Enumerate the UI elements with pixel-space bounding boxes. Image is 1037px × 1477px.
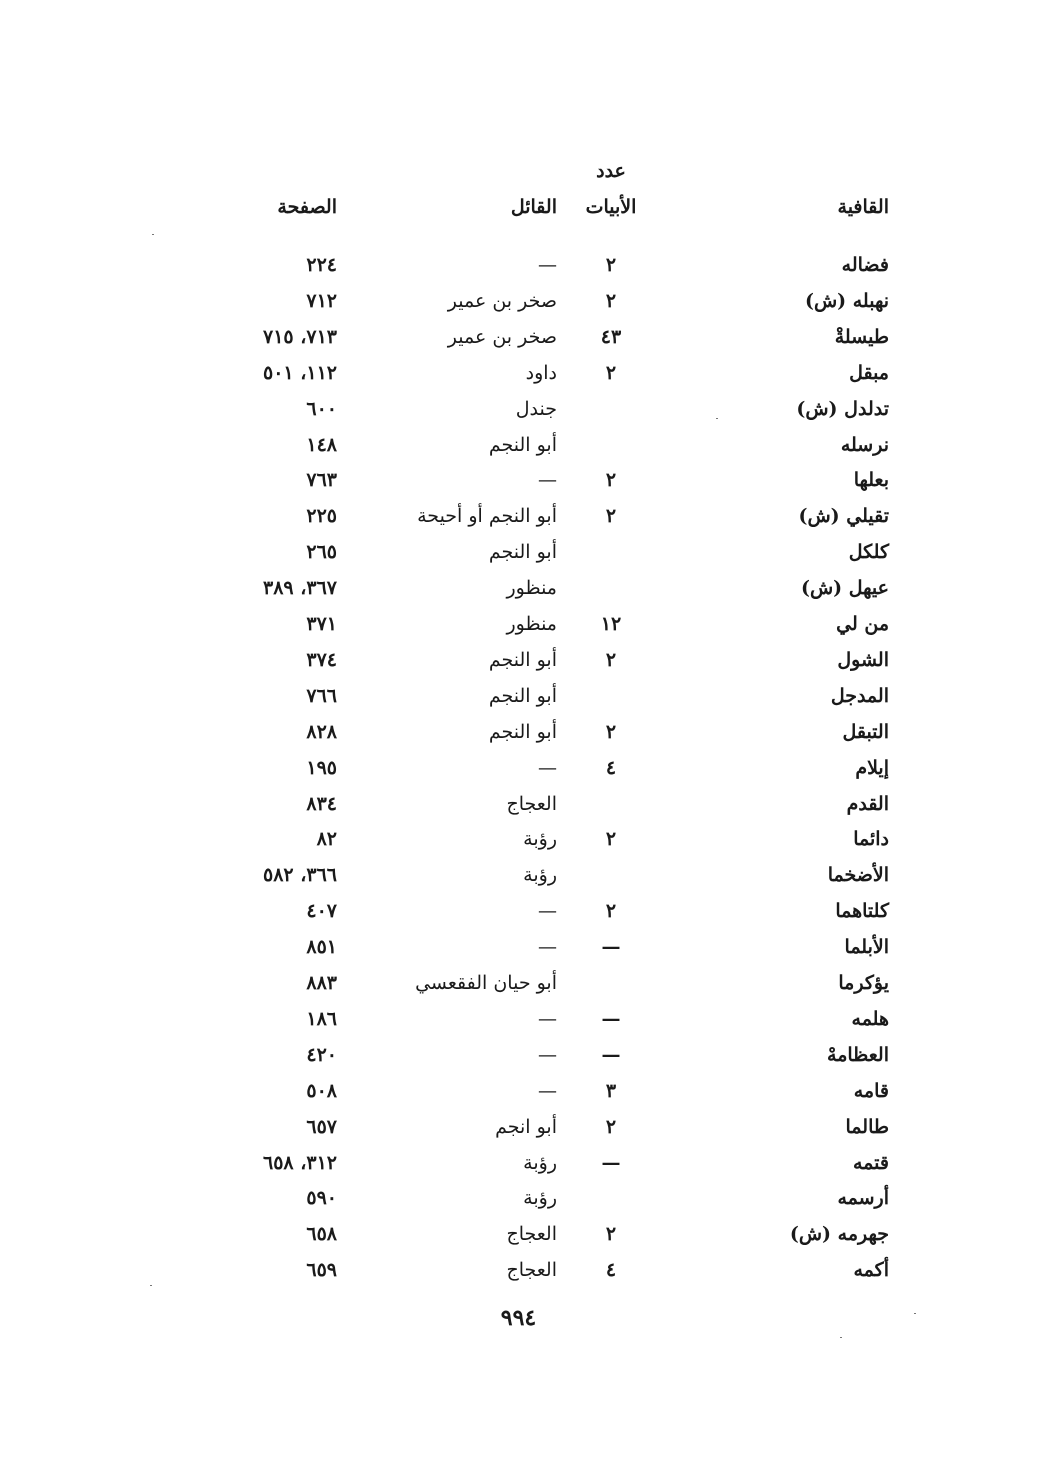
cell-page: ٢٦٥ bbox=[306, 541, 337, 563]
cell-page: ١٨٦ bbox=[306, 1008, 337, 1030]
header-count: الأبيات bbox=[585, 196, 637, 218]
cell-sayer: — bbox=[538, 469, 557, 491]
scan-speck bbox=[840, 1337, 842, 1338]
cell-count: ٢ bbox=[605, 469, 617, 491]
cell-sayer: العجاج bbox=[506, 793, 557, 815]
cell-page: ٦٠٠ bbox=[306, 398, 337, 420]
cell-page: ٨٥١ bbox=[306, 936, 337, 958]
cell-count: — bbox=[601, 1044, 621, 1066]
cell-qafiya: الأضخما bbox=[827, 864, 889, 886]
cell-sayer: منظور bbox=[506, 613, 557, 635]
cell-page: ١١٢، ٥٠١ bbox=[263, 362, 337, 384]
cell-qafiya: إيلام bbox=[855, 757, 889, 779]
cell-sayer: رؤبة bbox=[523, 828, 557, 850]
cell-count: ٢ bbox=[605, 649, 617, 671]
cell-sayer: — bbox=[538, 900, 557, 922]
cell-sayer: صخر بن عمير bbox=[447, 290, 557, 312]
cell-qafiya: كلتاهما bbox=[835, 900, 889, 922]
cell-qafiya: نهبله (ش) bbox=[804, 290, 889, 312]
cell-sayer: أبو النجم bbox=[488, 721, 557, 743]
cell-sayer: — bbox=[538, 757, 557, 779]
cell-qafiya: يؤكرما bbox=[838, 972, 889, 994]
cell-count: ٢ bbox=[605, 721, 617, 743]
cell-count: ٤٣ bbox=[600, 326, 622, 348]
cell-sayer: أبو النجم bbox=[488, 541, 557, 563]
cell-page: ٥٩٠ bbox=[306, 1187, 337, 1209]
cell-page: ٧١٣، ٧١٥ bbox=[263, 326, 337, 348]
cell-qafiya: هلمه bbox=[851, 1008, 889, 1030]
cell-sayer: جندل bbox=[515, 398, 557, 420]
scan-speck bbox=[716, 418, 718, 419]
cell-sayer: — bbox=[538, 1044, 557, 1066]
cell-qafiya: الشول bbox=[837, 649, 889, 671]
cell-page: ٧١٢ bbox=[306, 290, 337, 312]
cell-page: ٨٢ bbox=[316, 828, 337, 850]
cell-page: ٦٥٨ bbox=[306, 1223, 337, 1245]
cell-sayer: منظور bbox=[506, 577, 557, 599]
header-qafiya: القافية bbox=[837, 196, 889, 218]
cell-page: ٧٦٦ bbox=[306, 685, 337, 707]
cell-sayer: — bbox=[538, 1080, 557, 1102]
cell-sayer: أبو النجم bbox=[488, 434, 557, 456]
cell-count: ٢ bbox=[605, 1223, 617, 1245]
cell-qafiya: من لي bbox=[836, 613, 889, 635]
cell-sayer: — bbox=[538, 254, 557, 276]
scan-speck bbox=[152, 234, 154, 235]
cell-count: — bbox=[601, 1152, 621, 1174]
cell-count: — bbox=[601, 1008, 621, 1030]
cell-sayer: رؤبة bbox=[523, 1152, 557, 1174]
cell-page: ٦٥٩ bbox=[306, 1259, 337, 1281]
cell-qafiya: الأبلما bbox=[844, 936, 889, 958]
cell-page: ٧٦٣ bbox=[306, 469, 337, 491]
header-sayer: القائل bbox=[510, 196, 557, 218]
cell-page: ٥٠٨ bbox=[306, 1080, 337, 1102]
cell-qafiya: تدلدل (ش) bbox=[796, 398, 889, 420]
cell-page: ٤٠٧ bbox=[306, 900, 337, 922]
cell-qafiya: طيسلةْ bbox=[834, 326, 889, 348]
cell-sayer: أبو حيان الفقعسي bbox=[415, 972, 557, 994]
cell-qafiya: بعلها bbox=[853, 469, 889, 491]
cell-count: ١٢ bbox=[600, 613, 622, 635]
cell-count: ٢ bbox=[605, 1116, 617, 1138]
cell-sayer: صخر بن عمير bbox=[447, 326, 557, 348]
cell-count: ٢ bbox=[605, 290, 617, 312]
cell-qafiya: نرسله bbox=[840, 434, 889, 456]
cell-count: — bbox=[601, 936, 621, 958]
cell-qafiya: كلكل bbox=[848, 541, 889, 563]
cell-page: ٣٦٦، ٥٨٢ bbox=[263, 864, 337, 886]
cell-page: ٣٧٤ bbox=[306, 649, 337, 671]
cell-qafiya: المدجل bbox=[830, 685, 889, 707]
scan-speck bbox=[914, 1313, 916, 1314]
cell-count: ٤ bbox=[605, 1259, 617, 1281]
cell-qafiya: قامه bbox=[853, 1080, 889, 1102]
cell-sayer: أبو النجم bbox=[488, 649, 557, 671]
cell-sayer: أبو النجم أو أحيحة bbox=[417, 505, 557, 527]
cell-sayer: داود bbox=[525, 362, 557, 384]
cell-page: ٤٢٠ bbox=[306, 1044, 337, 1066]
cell-page: ٣٦٧، ٣٨٩ bbox=[263, 577, 337, 599]
scan-speck bbox=[150, 1285, 152, 1286]
cell-sayer: العجاج bbox=[506, 1223, 557, 1245]
cell-count: ٤ bbox=[605, 757, 617, 779]
cell-sayer: — bbox=[538, 936, 557, 958]
cell-qafiya: فضاله bbox=[841, 254, 889, 276]
cell-qafiya: قتمه bbox=[853, 1152, 889, 1174]
cell-sayer: رؤبة bbox=[523, 1187, 557, 1209]
cell-page: ١٤٨ bbox=[306, 434, 337, 456]
cell-qafiya: مبقل bbox=[849, 362, 889, 384]
header-page: الصفحة bbox=[277, 196, 337, 218]
cell-qafiya: العظامهْ bbox=[827, 1044, 889, 1066]
cell-page: ٢٢٥ bbox=[306, 505, 337, 527]
cell-qafiya: أكمه bbox=[853, 1259, 889, 1281]
cell-page: ١٩٥ bbox=[306, 757, 337, 779]
cell-sayer: — bbox=[538, 1008, 557, 1030]
cell-qafiya: القدم bbox=[846, 793, 889, 815]
cell-count: ٢ bbox=[605, 828, 617, 850]
cell-qafiya: التبقل bbox=[842, 721, 889, 743]
cell-sayer: أبو انجم bbox=[495, 1116, 557, 1138]
cell-sayer: رؤبة bbox=[523, 864, 557, 886]
cell-count: ٢ bbox=[605, 900, 617, 922]
page-number: ٩٩٤ bbox=[500, 1305, 537, 1331]
cell-count: ٢ bbox=[605, 362, 617, 384]
cell-sayer: العجاج bbox=[506, 1259, 557, 1281]
cell-qafiya: طالما bbox=[845, 1116, 889, 1138]
cell-qafiya: دائما bbox=[853, 828, 889, 850]
cell-page: ٣٧١ bbox=[306, 613, 337, 635]
cell-count: ٢ bbox=[605, 505, 617, 527]
cell-qafiya: أرسمه bbox=[837, 1187, 889, 1209]
cell-sayer: أبو النجم bbox=[488, 685, 557, 707]
cell-page: ٨٣٤ bbox=[306, 793, 337, 815]
cell-count: ٢ bbox=[605, 254, 617, 276]
cell-page: ٨٢٨ bbox=[306, 721, 337, 743]
cell-page: ٨٨٣ bbox=[306, 972, 337, 994]
cell-page: ٦٥٧ bbox=[306, 1116, 337, 1138]
cell-page: ٣١٢، ٦٥٨ bbox=[263, 1152, 337, 1174]
header-count-top: عدد bbox=[596, 160, 626, 182]
cell-qafiya: عيهل (ش) bbox=[800, 577, 889, 599]
cell-qafiya: تقيلي (ش) bbox=[798, 505, 889, 527]
cell-page: ٢٢٤ bbox=[306, 254, 337, 276]
cell-count: ٣ bbox=[605, 1080, 617, 1102]
cell-qafiya: جهرمه (ش) bbox=[789, 1223, 889, 1245]
